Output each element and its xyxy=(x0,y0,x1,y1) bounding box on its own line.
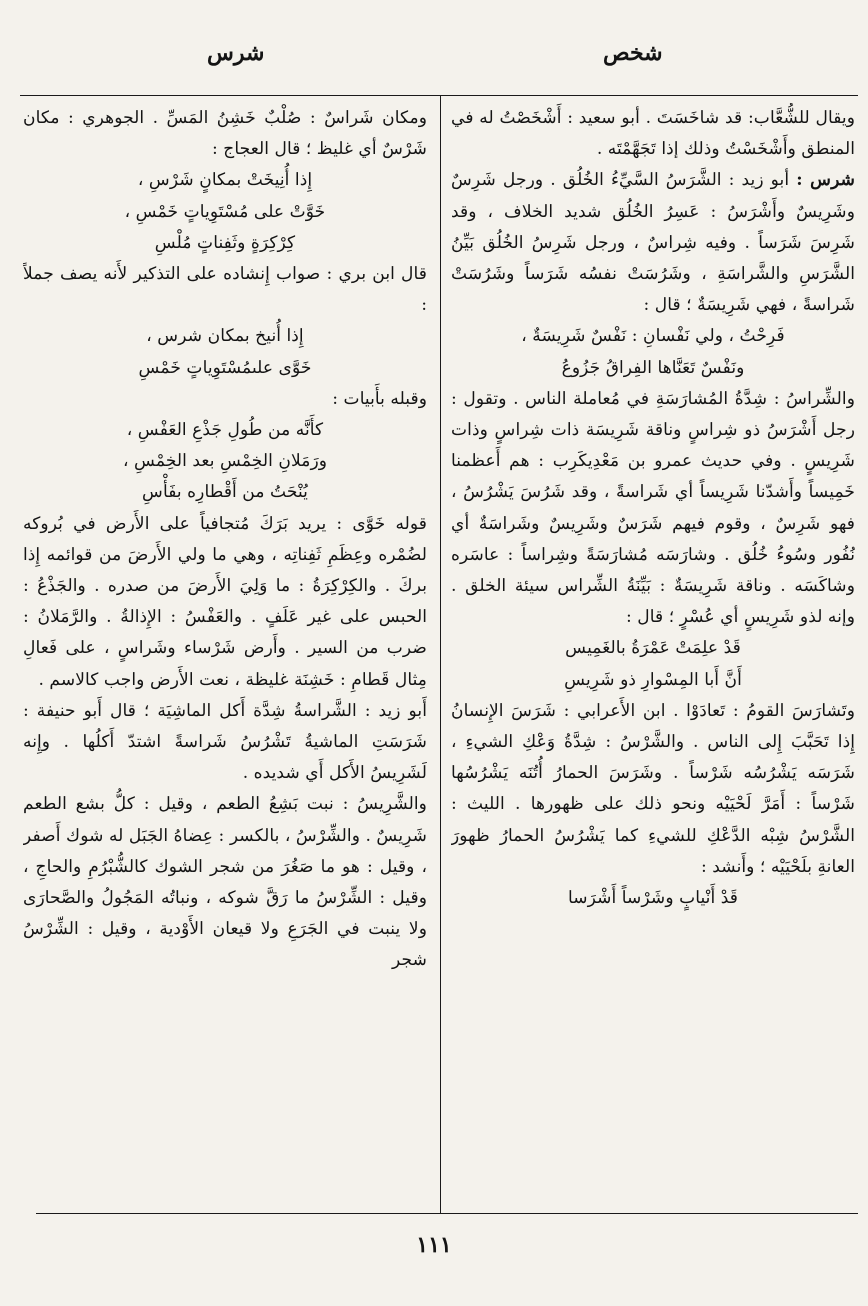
right-column xyxy=(451,103,855,1208)
verse-line: قَدْ علِمَتْ عَمْرَةُ بالغَمِيس xyxy=(565,638,741,659)
verse-line: خَوَّى علىمُسْتَوِياتٍ خَمْسِ xyxy=(138,357,312,378)
page-header-left: شرس xyxy=(207,40,265,66)
entry-paragraph: والشَّرِيسُ : نبت بَشِعُ الطعم ، وقيل : كلُّ بشع الطعم شَرِيسٌ . والشِّرْسُ ، بالكسر : عِضاهُ الجَبَل له شوك أَصفر ، وقيل : هو ما صَغُرَ من شجر الشوك كالشُّبْرُمِ والحاجِ ، وقيل : الشِّرْسُ ما رَقَّ شوكه ، ونباتُه المَجُولُ والصَّحارَى ولا ينبت في الجَرَعِ ولا قيعان الأَوْدية ، وقيل : الشِّرْسُ شجر xyxy=(23,794,427,971)
verse-line: كأَنَّه من طُولِ جَذْعِ العَفْسِ ، xyxy=(126,420,324,441)
verse-line: يُنْحَتُ من أَقْطارِه بفَأْسِ xyxy=(142,482,308,503)
entry-paragraph: قال ابن بري : صواب إِنشاده على التذكير لأَنه يصف جملاً : xyxy=(23,264,427,316)
header-rule xyxy=(20,95,858,96)
entry-paragraph: ويقال للشُّعَّاب: قد شاخَسَتَ . أبو سعيد : أَشْخَصْتُ له في المنطق وأَشْخَسْتُ وذلك إذا تَجَهَّمْتَه . xyxy=(451,108,855,160)
column-divider xyxy=(440,96,441,1213)
verse-line: ونَفْسٌ تَعَنَّاها الفِراقُ جَزُوعُ xyxy=(561,357,745,378)
page-number: ١١١ xyxy=(416,1232,452,1258)
entry-paragraph: ومكان شَراسٌ : صُلْبٌ خَشِنُ المَسِّ . الجوهري : مكان شَرْسٌ أي غليظ ؛ قال العجاج : xyxy=(23,108,427,160)
verse-line: قَدْ أَنْيابٍ وشَرْساً أَشْرَسا xyxy=(568,888,738,909)
entry-paragraph: أَبو زيد : الشَّراسةُ شِدَّة أَكل الماشِيَة ؛ قال أَبو حنيفة : شَرَسَتِ الماشيةُ تَشْرُسُ شَراسةً اشتدّ أَكلُها . وإِنه لَشَرِيسُ الأَكل أَي شديده . xyxy=(23,700,427,784)
entry-paragraph xyxy=(451,165,855,321)
entry-paragraph: وقبله بأَبيات : xyxy=(332,388,427,409)
verse-line: كِرْكِرَةٍ وثَفِناتٍ مُلْسِ xyxy=(154,232,296,253)
verse-line: ورَمَلانِ الخِمْسِ بعد الخِمْسِ ، xyxy=(122,451,328,472)
entry-paragraph: قوله خَوَّى : يريد بَرَكَ مُتجافياً على الأَرض في بُروكه لضُمْره وعِظَمِ ثَفِناتِه ، وهي ما ولي الأَرضَ من قوائمه إِذا بركَ . والكِرْكِرَةُ : ما وَلِيَ الأَرضَ من صدره . والجَذْعُ : الحبس على غير عَلَفٍ . والعَفْسُ : الإِذالةُ . والرَّمَلانُ : ضرب من السير . وأَرض شَرْساء وشَراسٍ ، على فَعالِ مِثال قَطامِ : خَشِنَة غليظة ، نعت الأَرض واجب كالاسم . xyxy=(23,513,427,690)
footer-rule xyxy=(36,1213,858,1214)
verse-line: إِذا أُنِيخَتْ بمكانٍ شَرْسِ ، xyxy=(137,170,313,191)
verse-line: إِذا أُنيخ بمكان شرس ، xyxy=(146,326,304,347)
entry-paragraph: والشِّراسُ : شِدَّةُ المُشارَسَةِ في مُعاملة الناس . وتقول : رجل أَشْرَسُ ذو شِراسٍ وناقة شَرِيسَة ذات شِراسٍ وذات شَرِيسٍ . وفي حديث عمرو بن مَعْدِيكَرِب : هم أَعظمنا خَمِيساً وأَشدّنا شَرِيساً أي شَراسةً ، وقد شَرُسَ يَشْرُسُ ، فهو شَرِسٌ ، وقوم فيهم شَرَسٌ وشَرِيسٌ وشَراسَةٌ أي نُفُور وسُوءُ خُلُق . وشارَسَه مُشارَسَةً وشِراساً : عاسَره وشاكَسَه . وناقة شَرِيسَةٌ : بَيِّنَةُ الشِّراس سيئة الخلق . وإنه لذو شَرِيسٍ أي عُسْرٍ ؛ قال : xyxy=(451,388,855,628)
entry-headword: شرس : xyxy=(796,170,855,191)
page-header-right: شخص xyxy=(603,40,663,66)
entry-text: أبو زيد : الشَّرَسُ السَّيِّءُ الخُلُق . ورجل شَرِسٌ وشَرِيسٌ وأَشْرَسُ : عَسِرُ الخُلُق شديد الخلاف ، وقد شَرِسَ شَرَساً . وفيه شِراسٌ ، ورجل شَرِسُ الخُلُق بَيِّنُ الشَّرَسِ والشَّراسَةِ ، وشَرُسَتْ نفسُه شَرَساً وشَرُسَتْ شَراسةً ، فهي شَرِيسَةٌ ؛ قال : xyxy=(451,170,855,316)
verse-line: فَرِحْتُ ، ولي نَفْسانِ : نَفْسٌ شَرِيسَةٌ ، xyxy=(521,326,785,347)
verse-line: أَنَّ أَبا المِسْوارِ ذو شَرِيسِ xyxy=(564,669,742,690)
left-column xyxy=(23,103,427,1208)
entry-paragraph: وتَشارَسَ القومُ : تَعادَوْا . ابن الأَعرابي : شَرَسَ الإِنسانُ إِذا تَحَبَّبَ إِلى الناس . والشَّرْسُ : شِدَّةُ وَعْكِ الشيءِ ، شَرَسَه يَشْرُسُه شَرْساً . وشَرَسَ الحمارُ أُتُنَه يَشْرُسُها شَرْساً : أَمَرَّ لَحْيَيْه ونحو ذلك على ظهورها . الليث : الشَّرْسُ شِبْه الدَّعْكِ للشيءِ كما يَشْرُسُ الحمارُ ظهورَ العانةِ بلَحْيَيْه ؛ وأَنشد : xyxy=(451,700,855,877)
verse-line: خَوَّتْ على مُسْتَوِياتٍ خَمْسِ ، xyxy=(124,201,326,222)
